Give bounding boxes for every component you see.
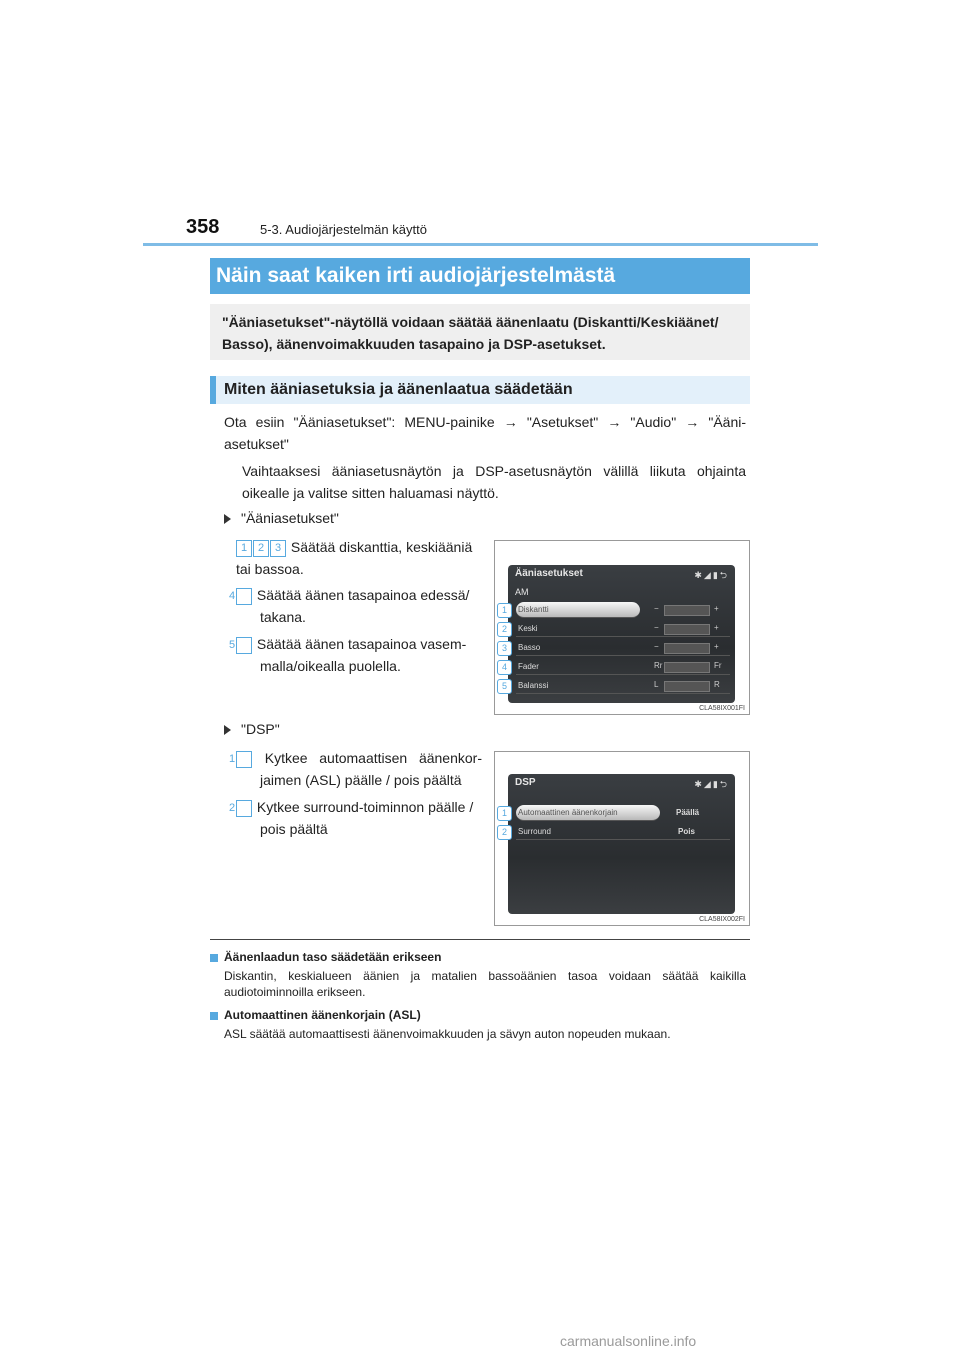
note-text: Diskantin, keskialueen äänien ja matalien bassoäänien tasoa voidaan säätää kaikilla audiotoiminnoilla erikseen.: [224, 969, 746, 999]
slider: [664, 605, 710, 616]
note-1: [210, 950, 746, 1000]
dsp-screenshot: [494, 751, 750, 926]
square-bullet-icon: [210, 954, 218, 962]
header-rule: [143, 243, 818, 246]
number-badge: 2: [253, 540, 269, 557]
sound-bullet-label: "Ääniasetukset": [241, 510, 339, 526]
dsp-bullet-label: "DSP": [241, 721, 280, 737]
item-text: Kytkee automaattisen äänenkor- jaimen (ASL) päälle / pois päältä: [260, 750, 482, 788]
slider: [664, 681, 710, 692]
triangle-bullet-icon: [224, 725, 231, 735]
screen-row-balance: Balanssi L R: [516, 678, 730, 694]
slider: [664, 624, 710, 635]
screen-row-asl: Automaattinen äänenkorjain: [516, 805, 660, 821]
section-title: 5-3. Audiojärjestelmän käyttö: [260, 222, 427, 237]
sound-item-3: [228, 633, 482, 677]
callout-marker: 3: [497, 641, 512, 656]
status-icons: ✱◢▮⮌: [694, 779, 729, 789]
item-text: Kytkee surround-toiminnon päälle / pois päältä: [256, 799, 474, 837]
callout-marker: 1: [497, 806, 512, 821]
number-badge: 1: [236, 751, 252, 768]
number-badge: 1: [236, 540, 252, 557]
item-text: Säätää äänen tasapainoa edessä/ takana.: [256, 587, 470, 625]
screen-title: Ääniasetukset: [515, 568, 583, 579]
number-badge: 2: [236, 800, 252, 817]
triangle-bullet-icon: [224, 514, 231, 524]
number-badge: 3: [270, 540, 286, 557]
page-number: 358: [186, 216, 220, 238]
item-text: Säätää äänen tasapainoa vasem- malla/oikealla puolella.: [256, 636, 467, 674]
sound-settings-screenshot: [494, 540, 750, 715]
subsection-title: Miten ääniasetuksia ja äänenlaatua säädetään: [210, 376, 750, 404]
square-bullet-icon: [210, 1012, 218, 1020]
surround-value: Pois: [678, 827, 695, 836]
status-icons: ✱◢▮⮌: [694, 570, 729, 580]
note-heading: Äänenlaadun taso säädetään erikseen: [224, 950, 442, 964]
dsp-screen-display: [508, 774, 735, 914]
screen-subtitle: AM: [515, 587, 529, 597]
screen-row-treble: Diskantti: [516, 602, 640, 618]
screen-title: DSP: [515, 777, 536, 788]
notes-divider: [210, 939, 750, 940]
number-badge: 5: [236, 637, 252, 654]
callout-marker: 1: [497, 603, 512, 618]
slider: [664, 643, 710, 654]
dsp-item-1: [228, 747, 482, 791]
screen-row-mid: Keski − +: [516, 621, 730, 637]
number-badge: 4: [236, 588, 252, 605]
slider: [664, 662, 710, 673]
screen-row-bass: Basso − +: [516, 640, 730, 656]
sound-screen-display: Ääniasetukset ✱◢▮⮌ AM Diskantti − + Keski − + Basso − + Fader Rr Fr Balanssi L R: [508, 565, 735, 703]
sound-item-1: [236, 536, 482, 580]
callout-marker: 2: [497, 622, 512, 637]
figure-code: CLA58IX002FI: [699, 916, 745, 923]
hint-text: Vaihtaaksesi ääniasetusnäytön ja DSP-asetusnäytön välillä liikuta ohjainta oikealle ja valitse sitten haluamasi näyttö.: [242, 463, 746, 501]
dsp-bullet: [224, 721, 280, 737]
intro-box: "Ääniasetukset"-näytöllä voidaan säätää äänenlaatu (Diskantti/Keskiäänet/ Basso), äänenvoimakkuuden tasapaino ja DSP-asetukset.: [210, 304, 750, 360]
menu-path-text: Ota esiin "Ääniasetukset": MENU-painike → "Asetukset" → "Audio" → "Ääni- asetukset": [224, 414, 746, 452]
callout-marker: 4: [497, 660, 512, 675]
watermark: carmanualsonline.info: [560, 1333, 697, 1349]
dsp-item-2: [228, 796, 482, 840]
callout-marker: 2: [497, 825, 512, 840]
page-title: Näin saat kaiken irti audiojärjestelmästä: [210, 258, 750, 294]
note-text: ASL säätää automaattisesti äänenvoimakkuuden ja sävyn auton nopeuden mukaan.: [224, 1027, 671, 1041]
note-heading: Automaattinen äänenkorjain (ASL): [224, 1008, 421, 1022]
note-2: [210, 1008, 746, 1042]
screen-row-surround: Surround: [516, 824, 730, 840]
sound-bullet: [224, 510, 339, 526]
item-text: Säätää diskanttia, keskiääniä tai bassoa.: [236, 539, 473, 577]
callout-marker: 5: [497, 679, 512, 694]
asl-value: Päällä: [676, 808, 700, 817]
figure-code: CLA58IX001FI: [699, 705, 745, 712]
screen-row-fader: Fader Rr Fr: [516, 659, 730, 675]
sound-item-2: [228, 584, 482, 628]
